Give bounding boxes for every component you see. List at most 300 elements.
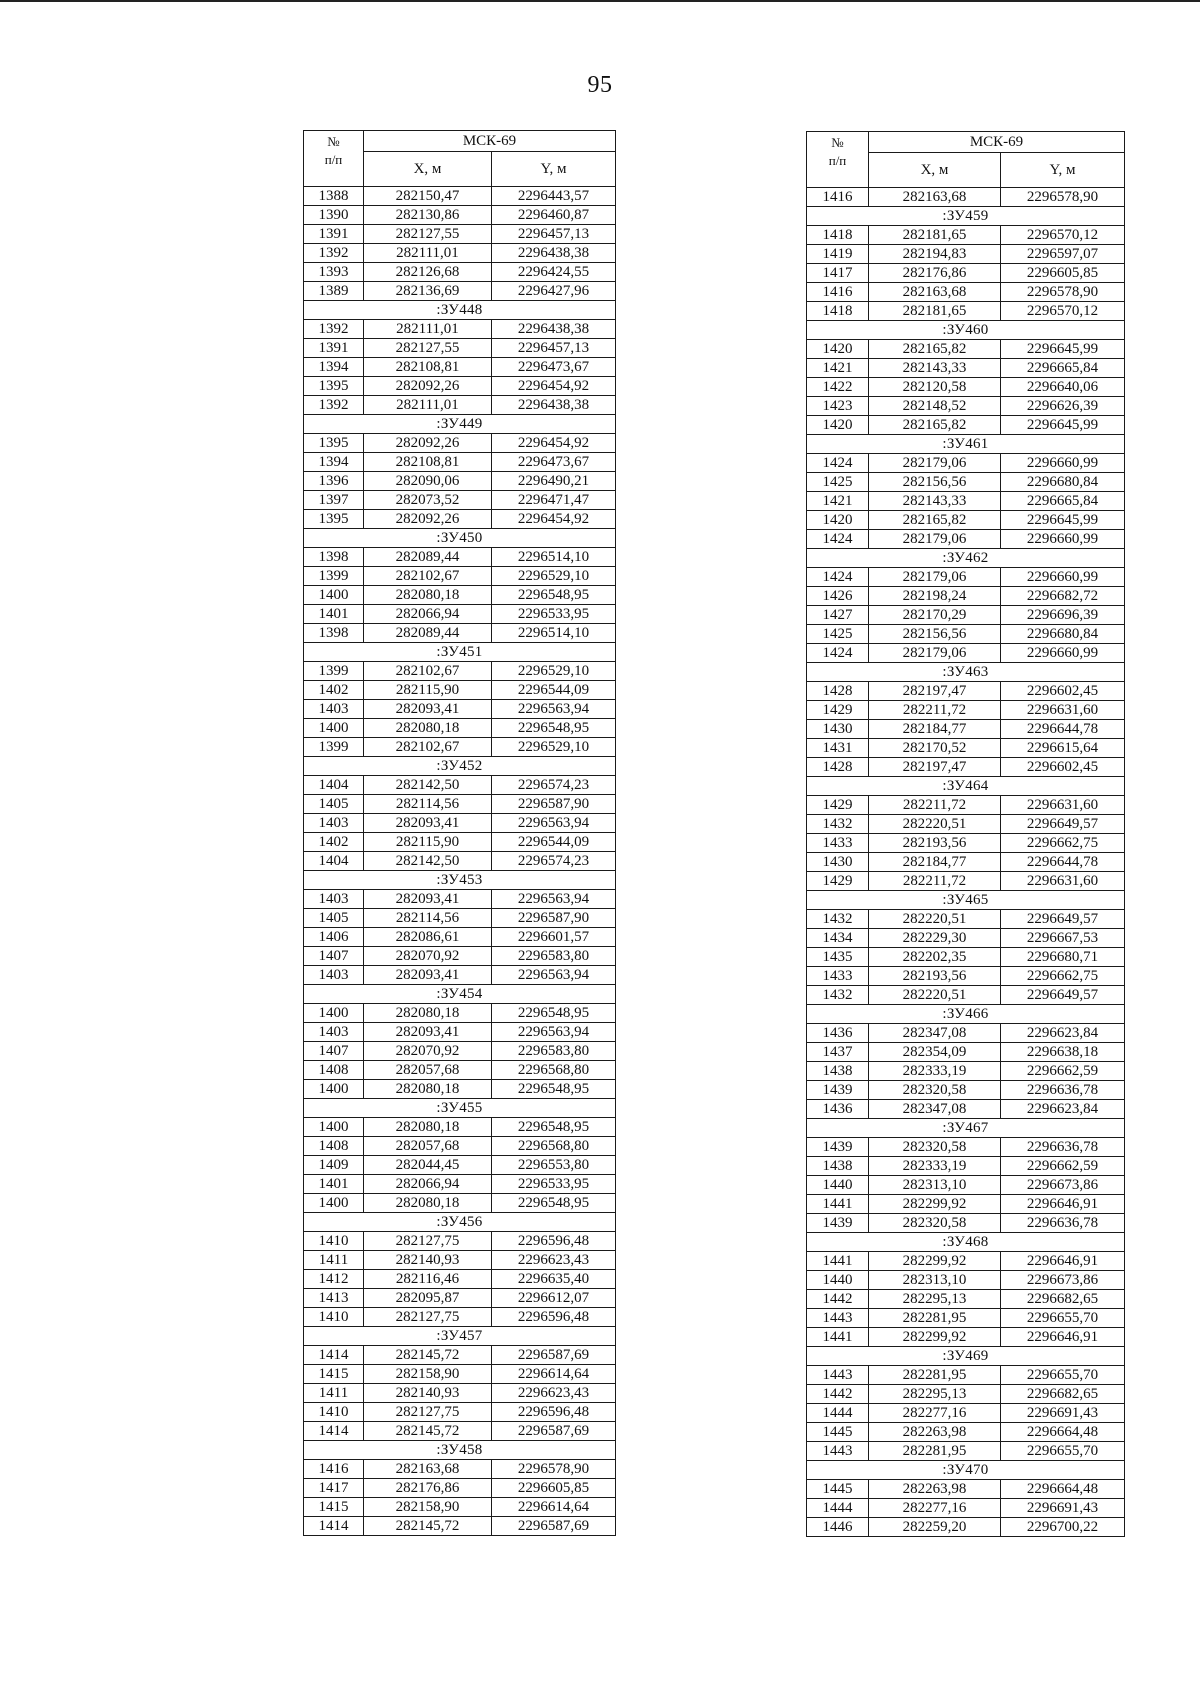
y-coordinate-cell: 2296548,95 — [492, 586, 616, 605]
x-coordinate-cell: 282193,56 — [869, 967, 1001, 986]
x-coordinate-cell: 282102,67 — [364, 738, 492, 757]
x-coordinate-cell: 282102,67 — [364, 567, 492, 586]
coordinate-row — [304, 1479, 616, 1498]
y-coordinate-cell: 2296514,10 — [492, 624, 616, 643]
coordinate-row — [807, 606, 1125, 625]
y-coordinate-cell: 2296597,07 — [1001, 245, 1125, 264]
point-number-cell: 1440 — [807, 1176, 869, 1195]
point-number-cell: 1430 — [807, 853, 869, 872]
coordinate-row — [304, 814, 616, 833]
coordinate-row — [807, 454, 1125, 473]
coordinate-row — [304, 1156, 616, 1175]
header-coordinate-system: МСК-69 — [869, 132, 1125, 153]
x-coordinate-cell: 282313,10 — [869, 1176, 1001, 1195]
y-coordinate-cell: 2296563,94 — [492, 890, 616, 909]
x-coordinate-cell: 282229,30 — [869, 929, 1001, 948]
coordinate-row — [304, 1004, 616, 1023]
x-coordinate-cell: 282165,82 — [869, 416, 1001, 435]
y-coordinate-cell: 2296664,48 — [1001, 1480, 1125, 1499]
y-coordinate-cell: 2296438,38 — [492, 396, 616, 415]
x-coordinate-cell: 282320,58 — [869, 1138, 1001, 1157]
y-coordinate-cell: 2296602,45 — [1001, 758, 1125, 777]
y-coordinate-cell: 2296457,13 — [492, 225, 616, 244]
point-number-cell: 1429 — [807, 796, 869, 815]
point-number-cell: 1441 — [807, 1195, 869, 1214]
x-coordinate-cell: 282179,06 — [869, 454, 1001, 473]
x-coordinate-cell: 282193,56 — [869, 834, 1001, 853]
coordinate-row — [304, 1422, 616, 1441]
point-number-cell: 1398 — [304, 624, 364, 643]
point-number-cell: 1434 — [807, 929, 869, 948]
parcel-group-row — [807, 1005, 1125, 1024]
x-coordinate-cell: 282086,61 — [364, 928, 492, 947]
parcel-label: :ЗУ467 — [807, 1119, 1125, 1138]
y-coordinate-cell: 2296563,94 — [492, 700, 616, 719]
coordinate-row — [807, 1518, 1125, 1537]
y-coordinate-cell: 2296529,10 — [492, 662, 616, 681]
x-coordinate-cell: 282093,41 — [364, 966, 492, 985]
y-coordinate-cell: 2296682,65 — [1001, 1385, 1125, 1404]
coordinate-row — [807, 739, 1125, 758]
y-coordinate-cell: 2296548,95 — [492, 1194, 616, 1213]
coordinate-row — [807, 1442, 1125, 1461]
point-number-cell: 1445 — [807, 1480, 869, 1499]
y-coordinate-cell: 2296640,06 — [1001, 378, 1125, 397]
x-coordinate-cell: 282299,92 — [869, 1252, 1001, 1271]
x-coordinate-cell: 282179,06 — [869, 644, 1001, 663]
point-number-cell: 1394 — [304, 358, 364, 377]
x-coordinate-cell: 282080,18 — [364, 719, 492, 738]
parcel-group-row — [304, 1099, 616, 1118]
x-coordinate-cell: 282145,72 — [364, 1422, 492, 1441]
coordinate-row — [807, 872, 1125, 891]
y-coordinate-cell: 2296649,57 — [1001, 815, 1125, 834]
x-coordinate-cell: 282111,01 — [364, 320, 492, 339]
point-number-cell: 1398 — [304, 548, 364, 567]
parcel-label: :ЗУ466 — [807, 1005, 1125, 1024]
parcel-label: :ЗУ452 — [304, 757, 616, 776]
x-coordinate-cell: 282143,33 — [869, 492, 1001, 511]
x-coordinate-cell: 282220,51 — [869, 986, 1001, 1005]
point-number-cell: 1436 — [807, 1100, 869, 1119]
y-coordinate-cell: 2296563,94 — [492, 814, 616, 833]
y-coordinate-cell: 2296662,59 — [1001, 1157, 1125, 1176]
coordinate-row — [807, 853, 1125, 872]
coordinate-row — [807, 302, 1125, 321]
coordinate-row — [304, 1080, 616, 1099]
y-coordinate-cell: 2296623,43 — [492, 1251, 616, 1270]
x-coordinate-cell: 282220,51 — [869, 910, 1001, 929]
header-number-abbrev: п/п — [324, 152, 343, 167]
y-coordinate-cell: 2296568,80 — [492, 1137, 616, 1156]
x-coordinate-cell: 282211,72 — [869, 796, 1001, 815]
point-number-cell: 1395 — [304, 510, 364, 529]
x-coordinate-cell: 282080,18 — [364, 1118, 492, 1137]
x-coordinate-cell: 282313,10 — [869, 1271, 1001, 1290]
point-number-cell: 1436 — [807, 1024, 869, 1043]
y-coordinate-cell: 2296529,10 — [492, 738, 616, 757]
coordinate-row — [304, 966, 616, 985]
x-coordinate-cell: 282073,52 — [364, 491, 492, 510]
coordinate-row — [304, 833, 616, 852]
x-coordinate-cell: 282184,77 — [869, 853, 1001, 872]
parcel-label: :ЗУ448 — [304, 301, 616, 320]
y-coordinate-cell: 2296578,90 — [1001, 283, 1125, 302]
y-coordinate-cell: 2296602,45 — [1001, 682, 1125, 701]
x-coordinate-cell: 282092,26 — [364, 377, 492, 396]
x-coordinate-cell: 282115,90 — [364, 681, 492, 700]
point-number-cell: 1411 — [304, 1384, 364, 1403]
point-number-cell: 1414 — [304, 1517, 364, 1536]
y-coordinate-cell: 2296691,43 — [1001, 1499, 1125, 1518]
parcel-group-row — [807, 777, 1125, 796]
coordinate-row — [304, 1175, 616, 1194]
point-number-cell: 1400 — [304, 1118, 364, 1137]
point-number-cell: 1439 — [807, 1214, 869, 1233]
point-number-cell: 1433 — [807, 967, 869, 986]
parcel-group-row — [807, 1347, 1125, 1366]
coordinate-row — [807, 1328, 1125, 1347]
y-coordinate-cell: 2296682,72 — [1001, 587, 1125, 606]
point-number-cell: 1432 — [807, 986, 869, 1005]
point-number-cell: 1444 — [807, 1499, 869, 1518]
y-coordinate-cell: 2296471,47 — [492, 491, 616, 510]
point-number-cell: 1428 — [807, 682, 869, 701]
parcel-label: :ЗУ458 — [304, 1441, 616, 1460]
coordinate-row — [807, 568, 1125, 587]
coordinate-row — [807, 416, 1125, 435]
y-coordinate-cell: 2296544,09 — [492, 681, 616, 700]
x-coordinate-cell: 282263,98 — [869, 1423, 1001, 1442]
x-coordinate-cell: 282170,52 — [869, 739, 1001, 758]
y-coordinate-cell: 2296578,90 — [1001, 188, 1125, 207]
coordinate-row — [807, 340, 1125, 359]
y-coordinate-cell: 2296438,38 — [492, 320, 616, 339]
point-number-cell: 1402 — [304, 681, 364, 700]
x-coordinate-cell: 282090,06 — [364, 472, 492, 491]
point-number-cell: 1400 — [304, 586, 364, 605]
y-coordinate-cell: 2296660,99 — [1001, 644, 1125, 663]
x-coordinate-cell: 282211,72 — [869, 701, 1001, 720]
parcel-group-row — [304, 1327, 616, 1346]
point-number-cell: 1432 — [807, 910, 869, 929]
y-coordinate-cell: 2296553,80 — [492, 1156, 616, 1175]
point-number-cell: 1416 — [304, 1460, 364, 1479]
coordinates-table-left — [303, 130, 616, 1536]
x-coordinate-cell: 282295,13 — [869, 1290, 1001, 1309]
coordinate-row — [304, 852, 616, 871]
point-number-cell: 1424 — [807, 530, 869, 549]
x-coordinate-cell: 282057,68 — [364, 1137, 492, 1156]
coordinates-table-right — [806, 131, 1125, 1537]
coordinate-row — [304, 263, 616, 282]
point-number-cell: 1390 — [304, 206, 364, 225]
y-coordinate-cell: 2296662,75 — [1001, 834, 1125, 853]
y-coordinate-cell: 2296544,09 — [492, 833, 616, 852]
coordinate-row — [807, 796, 1125, 815]
header-coordinate-system: МСК-69 — [364, 131, 616, 152]
x-coordinate-cell: 282176,86 — [869, 264, 1001, 283]
x-coordinate-cell: 282320,58 — [869, 1081, 1001, 1100]
point-number-cell: 1395 — [304, 377, 364, 396]
coordinate-row — [304, 795, 616, 814]
point-number-cell: 1402 — [304, 833, 364, 852]
point-number-cell: 1420 — [807, 511, 869, 530]
point-number-cell: 1418 — [807, 226, 869, 245]
point-number-cell: 1438 — [807, 1062, 869, 1081]
point-number-cell: 1415 — [304, 1365, 364, 1384]
y-coordinate-cell: 2296587,90 — [492, 795, 616, 814]
point-number-cell: 1392 — [304, 244, 364, 263]
y-coordinate-cell: 2296636,78 — [1001, 1138, 1125, 1157]
y-coordinate-cell: 2296615,64 — [1001, 739, 1125, 758]
point-number-cell: 1389 — [304, 282, 364, 301]
x-coordinate-cell: 282092,26 — [364, 434, 492, 453]
coordinate-row — [304, 947, 616, 966]
y-coordinate-cell: 2296427,96 — [492, 282, 616, 301]
coordinate-row — [304, 1118, 616, 1137]
point-number-cell: 1407 — [304, 1042, 364, 1061]
coordinate-row — [807, 1081, 1125, 1100]
coordinate-row — [807, 1385, 1125, 1404]
point-number-cell: 1404 — [304, 776, 364, 795]
y-coordinate-cell: 2296548,95 — [492, 1118, 616, 1137]
x-coordinate-cell: 282176,86 — [364, 1479, 492, 1498]
parcel-group-row — [807, 549, 1125, 568]
x-coordinate-cell: 282158,90 — [364, 1498, 492, 1517]
point-number-cell: 1423 — [807, 397, 869, 416]
y-coordinate-cell: 2296605,85 — [492, 1479, 616, 1498]
coordinate-row — [807, 1100, 1125, 1119]
point-number-cell: 1394 — [304, 453, 364, 472]
header-y: Y, м — [492, 152, 616, 187]
x-coordinate-cell: 282220,51 — [869, 815, 1001, 834]
x-coordinate-cell: 282089,44 — [364, 548, 492, 567]
point-number-cell: 1403 — [304, 1023, 364, 1042]
point-number-cell: 1393 — [304, 263, 364, 282]
header-number — [304, 131, 364, 187]
coordinate-row — [807, 625, 1125, 644]
coordinate-row — [807, 682, 1125, 701]
y-coordinate-cell: 2296696,39 — [1001, 606, 1125, 625]
x-coordinate-cell: 282080,18 — [364, 586, 492, 605]
y-coordinate-cell: 2296473,67 — [492, 358, 616, 377]
y-coordinate-cell: 2296460,87 — [492, 206, 616, 225]
parcel-label: :ЗУ449 — [304, 415, 616, 434]
point-number-cell: 1399 — [304, 567, 364, 586]
y-coordinate-cell: 2296587,69 — [492, 1346, 616, 1365]
y-coordinate-cell: 2296612,07 — [492, 1289, 616, 1308]
coordinate-row — [304, 928, 616, 947]
point-number-cell: 1416 — [807, 283, 869, 302]
x-coordinate-cell: 282333,19 — [869, 1062, 1001, 1081]
y-coordinate-cell: 2296583,80 — [492, 1042, 616, 1061]
y-coordinate-cell: 2296514,10 — [492, 548, 616, 567]
x-coordinate-cell: 282093,41 — [364, 1023, 492, 1042]
y-coordinate-cell: 2296605,85 — [1001, 264, 1125, 283]
y-coordinate-cell: 2296623,84 — [1001, 1100, 1125, 1119]
coordinate-row — [304, 1232, 616, 1251]
top-border-line — [0, 0, 1200, 2]
point-number-cell: 1431 — [807, 739, 869, 758]
coordinate-row — [807, 701, 1125, 720]
y-coordinate-cell: 2296665,84 — [1001, 359, 1125, 378]
y-coordinate-cell: 2296680,84 — [1001, 473, 1125, 492]
point-number-cell: 1427 — [807, 606, 869, 625]
y-coordinate-cell: 2296570,12 — [1001, 302, 1125, 321]
point-number-cell: 1403 — [304, 814, 364, 833]
x-coordinate-cell: 282320,58 — [869, 1214, 1001, 1233]
point-number-cell: 1441 — [807, 1252, 869, 1271]
x-coordinate-cell: 282080,18 — [364, 1080, 492, 1099]
point-number-cell: 1420 — [807, 340, 869, 359]
point-number-cell: 1415 — [304, 1498, 364, 1517]
x-coordinate-cell: 282127,55 — [364, 339, 492, 358]
coordinate-row — [304, 700, 616, 719]
y-coordinate-cell: 2296660,99 — [1001, 568, 1125, 587]
x-coordinate-cell: 282259,20 — [869, 1518, 1001, 1537]
x-coordinate-cell: 282044,45 — [364, 1156, 492, 1175]
coordinate-row — [807, 1062, 1125, 1081]
y-coordinate-cell: 2296655,70 — [1001, 1309, 1125, 1328]
y-coordinate-cell: 2296574,23 — [492, 776, 616, 795]
point-number-cell: 1399 — [304, 738, 364, 757]
point-number-cell: 1437 — [807, 1043, 869, 1062]
x-coordinate-cell: 282165,82 — [869, 340, 1001, 359]
parcel-label: :ЗУ463 — [807, 663, 1125, 682]
coordinate-row — [807, 1271, 1125, 1290]
coordinate-row — [807, 1366, 1125, 1385]
parcel-group-row — [807, 207, 1125, 226]
y-coordinate-cell: 2296660,99 — [1001, 454, 1125, 473]
coordinate-row — [807, 473, 1125, 492]
y-coordinate-cell: 2296587,90 — [492, 909, 616, 928]
coordinate-row — [807, 1499, 1125, 1518]
coordinate-row — [807, 929, 1125, 948]
page-number: 95 — [587, 72, 613, 98]
coordinate-row — [807, 378, 1125, 397]
x-coordinate-cell: 282281,95 — [869, 1442, 1001, 1461]
coordinate-row — [304, 586, 616, 605]
point-number-cell: 1429 — [807, 872, 869, 891]
y-coordinate-cell: 2296443,57 — [492, 187, 616, 206]
parcel-label: :ЗУ451 — [304, 643, 616, 662]
coordinate-row — [304, 1365, 616, 1384]
coordinate-row — [807, 720, 1125, 739]
coordinate-row — [304, 187, 616, 206]
x-coordinate-cell: 282120,58 — [869, 378, 1001, 397]
x-coordinate-cell: 282116,46 — [364, 1270, 492, 1289]
point-number-cell: 1406 — [304, 928, 364, 947]
point-number-cell: 1405 — [304, 795, 364, 814]
parcel-label: :ЗУ469 — [807, 1347, 1125, 1366]
x-coordinate-cell: 282115,90 — [364, 833, 492, 852]
point-number-cell: 1443 — [807, 1442, 869, 1461]
point-number-cell: 1442 — [807, 1290, 869, 1309]
y-coordinate-cell: 2296649,57 — [1001, 986, 1125, 1005]
coordinate-row — [304, 890, 616, 909]
parcel-group-row — [304, 1213, 616, 1232]
y-coordinate-cell: 2296638,18 — [1001, 1043, 1125, 1062]
coordinate-row — [304, 605, 616, 624]
y-coordinate-cell: 2296596,48 — [492, 1308, 616, 1327]
x-coordinate-cell: 282093,41 — [364, 814, 492, 833]
coordinate-row — [807, 283, 1125, 302]
x-coordinate-cell: 282111,01 — [364, 244, 492, 263]
y-coordinate-cell: 2296457,13 — [492, 339, 616, 358]
parcel-group-row — [807, 1461, 1125, 1480]
point-number-cell: 1416 — [807, 188, 869, 207]
point-number-cell: 1412 — [304, 1270, 364, 1289]
coordinate-row — [807, 758, 1125, 777]
y-coordinate-cell: 2296570,12 — [1001, 226, 1125, 245]
y-coordinate-cell: 2296548,95 — [492, 1080, 616, 1099]
y-coordinate-cell: 2296454,92 — [492, 377, 616, 396]
y-coordinate-cell: 2296636,78 — [1001, 1081, 1125, 1100]
coordinate-row — [304, 434, 616, 453]
point-number-cell: 1403 — [304, 966, 364, 985]
coordinate-row — [304, 244, 616, 263]
point-number-cell: 1444 — [807, 1404, 869, 1423]
y-coordinate-cell: 2296454,92 — [492, 434, 616, 453]
coordinate-row — [807, 397, 1125, 416]
coordinate-row — [304, 738, 616, 757]
coordinate-row — [807, 834, 1125, 853]
y-coordinate-cell: 2296667,53 — [1001, 929, 1125, 948]
y-coordinate-cell: 2296644,78 — [1001, 853, 1125, 872]
y-coordinate-cell: 2296655,70 — [1001, 1366, 1125, 1385]
x-coordinate-cell: 282070,92 — [364, 1042, 492, 1061]
x-coordinate-cell: 282150,47 — [364, 187, 492, 206]
point-number-cell: 1418 — [807, 302, 869, 321]
point-number-cell: 1425 — [807, 473, 869, 492]
coordinate-row — [304, 681, 616, 700]
x-coordinate-cell: 282066,94 — [364, 605, 492, 624]
header-x: X, м — [869, 153, 1001, 188]
y-coordinate-cell: 2296631,60 — [1001, 872, 1125, 891]
point-number-cell: 1403 — [304, 890, 364, 909]
parcel-group-row — [304, 529, 616, 548]
x-coordinate-cell: 282102,67 — [364, 662, 492, 681]
point-number-cell: 1429 — [807, 701, 869, 720]
coordinate-row — [304, 1289, 616, 1308]
coordinate-row — [304, 1517, 616, 1536]
point-number-cell: 1428 — [807, 758, 869, 777]
coordinate-row — [304, 662, 616, 681]
parcel-group-row — [304, 301, 616, 320]
coordinate-row — [304, 510, 616, 529]
y-coordinate-cell: 2296563,94 — [492, 1023, 616, 1042]
x-coordinate-cell: 282140,93 — [364, 1251, 492, 1270]
x-coordinate-cell: 282165,82 — [869, 511, 1001, 530]
y-coordinate-cell: 2296614,64 — [492, 1498, 616, 1517]
coordinate-row — [304, 225, 616, 244]
y-coordinate-cell: 2296623,84 — [1001, 1024, 1125, 1043]
coordinate-row — [807, 226, 1125, 245]
y-coordinate-cell: 2296660,99 — [1001, 530, 1125, 549]
y-coordinate-cell: 2296596,48 — [492, 1403, 616, 1422]
coordinate-row — [304, 1023, 616, 1042]
coordinate-row — [807, 1423, 1125, 1442]
point-number-cell: 1391 — [304, 225, 364, 244]
x-coordinate-cell: 282114,56 — [364, 909, 492, 928]
x-coordinate-cell: 282156,56 — [869, 625, 1001, 644]
y-coordinate-cell: 2296623,43 — [492, 1384, 616, 1403]
y-coordinate-cell: 2296631,60 — [1001, 701, 1125, 720]
parcel-label: :ЗУ468 — [807, 1233, 1125, 1252]
x-coordinate-cell: 282142,50 — [364, 852, 492, 871]
x-coordinate-cell: 282066,94 — [364, 1175, 492, 1194]
